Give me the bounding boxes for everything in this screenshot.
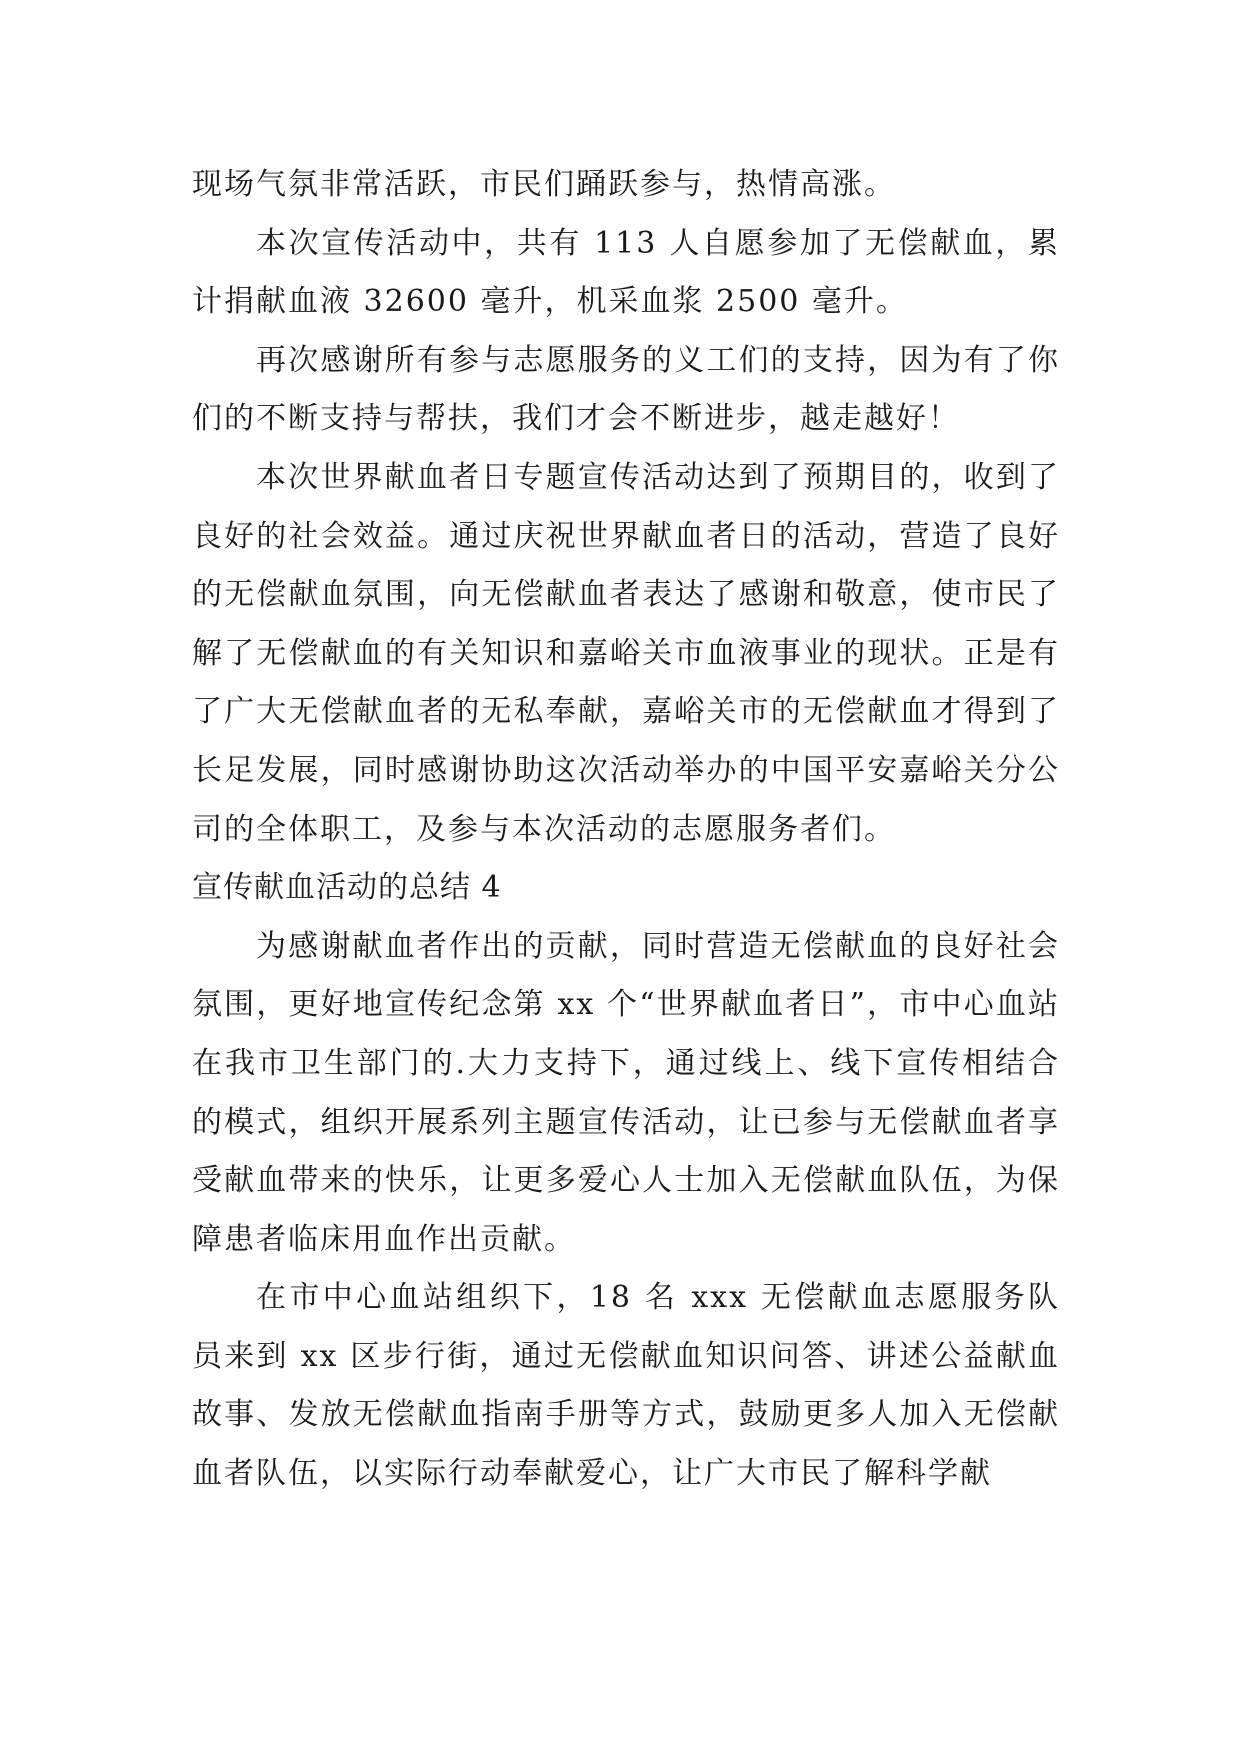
- paragraph-volunteer-activity: 在市中心血站组织下，18 名 xxx 无偿献血志愿服务队员来到 xx 区步行街，通过无偿献血知识问答、讲述公益献血故事、发放无偿献血指南手册等方式，鼓励更多人加入无偿献血者队伍，以实际行动奉献爱心，让广大市民了解科学献: [192, 1280, 1060, 1492]
- paragraph-continuation: 现场气氛非常活跃，市民们踊跃参与，热情高涨。: [192, 167, 896, 202]
- section-heading: 宣传献血活动的总结 4: [192, 870, 502, 906]
- paragraph-donation-stats: 本次宣传活动中，共有 113 人自愿参加了无偿献血，累计捐献血液 32600 毫升，机采血浆 2500 毫升。: [192, 225, 1060, 320]
- paragraph-introduction: 为感谢献血者作出的贡献，同时营造无偿献血的良好社会氛围，更好地宣传纪念第 xx 个“世界献血者日”，市中心血站在我市卫生部门的.大力支持下，通过线上、线下宣传相结合的模式，组织开展系列主题宣传活动，让已参与无偿献血者享受献血带来的快乐，让更多爱心人士加入无偿献血队伍，为保障患者临床用血作出贡献。: [192, 928, 1060, 1257]
- document-body: [192, 156, 1060, 1504]
- paragraph-event-summary: 本次世界献血者日专题宣传活动达到了预期目的，收到了良好的社会效益。通过庆祝世界献血者日的活动，营造了良好的无偿献血氛围，向无偿献血者表达了感谢和敬意，使市民了解了无偿献血的有关知识和嘉峪关市血液事业的现状。正是有了广大无偿献血者的无私奉献，嘉峪关市的无偿献血才得到了长足发展，同时感谢协助这次活动举办的中国平安嘉峪关分公司的全体职工，及参与本次活动的志愿服务者们。: [192, 459, 1060, 847]
- paragraph-thanks-volunteers: 再次感谢所有参与志愿服务的义工们的支持，因为有了你们的不断支持与帮扶，我们才会不断进步，越走越好！: [192, 342, 1060, 437]
